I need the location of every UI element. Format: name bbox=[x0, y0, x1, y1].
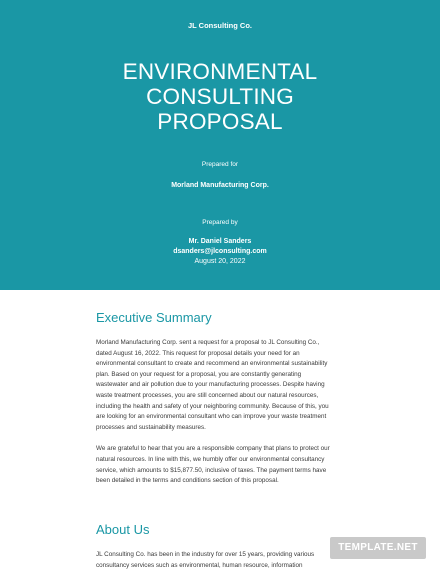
text-line: service, which amounts to $15,877.50, inclusive of taxes. The payment terms have bbox=[96, 466, 327, 474]
proposal-date: August 20, 2022 bbox=[194, 258, 246, 265]
text-line: waste treatment processes, you are still concerned about our natural resources, bbox=[96, 391, 319, 399]
proposal-title bbox=[0, 59, 440, 134]
executive-summary-paragraph-2 bbox=[96, 444, 348, 486]
text-line: are looking for an environmental consultant who can improve your waste treatment bbox=[96, 413, 327, 421]
executive-summary-paragraph-1 bbox=[96, 338, 348, 433]
template-net-watermark: TEMPLATE.NET bbox=[330, 537, 426, 559]
text-line: Morland Manufacturing Corp. sent a request for a proposal to JL Consulting Co., bbox=[96, 339, 320, 346]
about-us-paragraph-1 bbox=[96, 550, 348, 571]
company-name: JL Consulting Co. bbox=[187, 21, 253, 30]
text-line: environmental consultant to create and recommend an environmental sustainability bbox=[96, 360, 328, 368]
executive-summary-section bbox=[96, 310, 348, 487]
text-line: processes and sustainability measures. bbox=[96, 423, 206, 431]
text-line: plan. Based on your request for a proposal, you are constantly generating bbox=[96, 370, 302, 378]
text-line: dated August 16, 2022. This request for proposal details your need for an bbox=[96, 349, 300, 357]
prepared-for-label: Prepared for bbox=[201, 161, 239, 168]
about-us-section bbox=[96, 522, 348, 571]
text-line: wastewater and air pollution due to your manufacturing processes. Despite having bbox=[96, 381, 325, 389]
text-line: natural resources. In line with this, we humbly offer our environmental consultancy bbox=[96, 455, 325, 463]
author-name: Mr. Daniel Sanders bbox=[188, 238, 252, 245]
client-name: Morland Manufacturing Corp. bbox=[171, 182, 269, 189]
title-line: ENVIRONMENTAL bbox=[122, 59, 318, 84]
section-heading: Executive Summary bbox=[96, 310, 212, 325]
author-email[interactable]: dsanders@jlconsulting.com bbox=[173, 248, 267, 255]
text-line: JL Consulting Co. has been in the industry for over 15 years, providing various bbox=[96, 551, 315, 558]
title-line: PROPOSAL bbox=[157, 109, 283, 134]
text-line: been detailed in the terms and conditions section of this proposal. bbox=[96, 477, 279, 485]
prepared-by-label: Prepared by bbox=[202, 219, 238, 226]
text-line: consultancy services such as environmental, human resource, information bbox=[96, 561, 303, 569]
title-line: CONSULTING bbox=[146, 84, 294, 109]
text-line: including the health and safety of your neighboring community. Because of this, you bbox=[96, 402, 329, 410]
section-heading: About Us bbox=[96, 522, 150, 537]
text-line: We are grateful to hear that you are a responsible company that plans to protect our bbox=[96, 445, 330, 453]
